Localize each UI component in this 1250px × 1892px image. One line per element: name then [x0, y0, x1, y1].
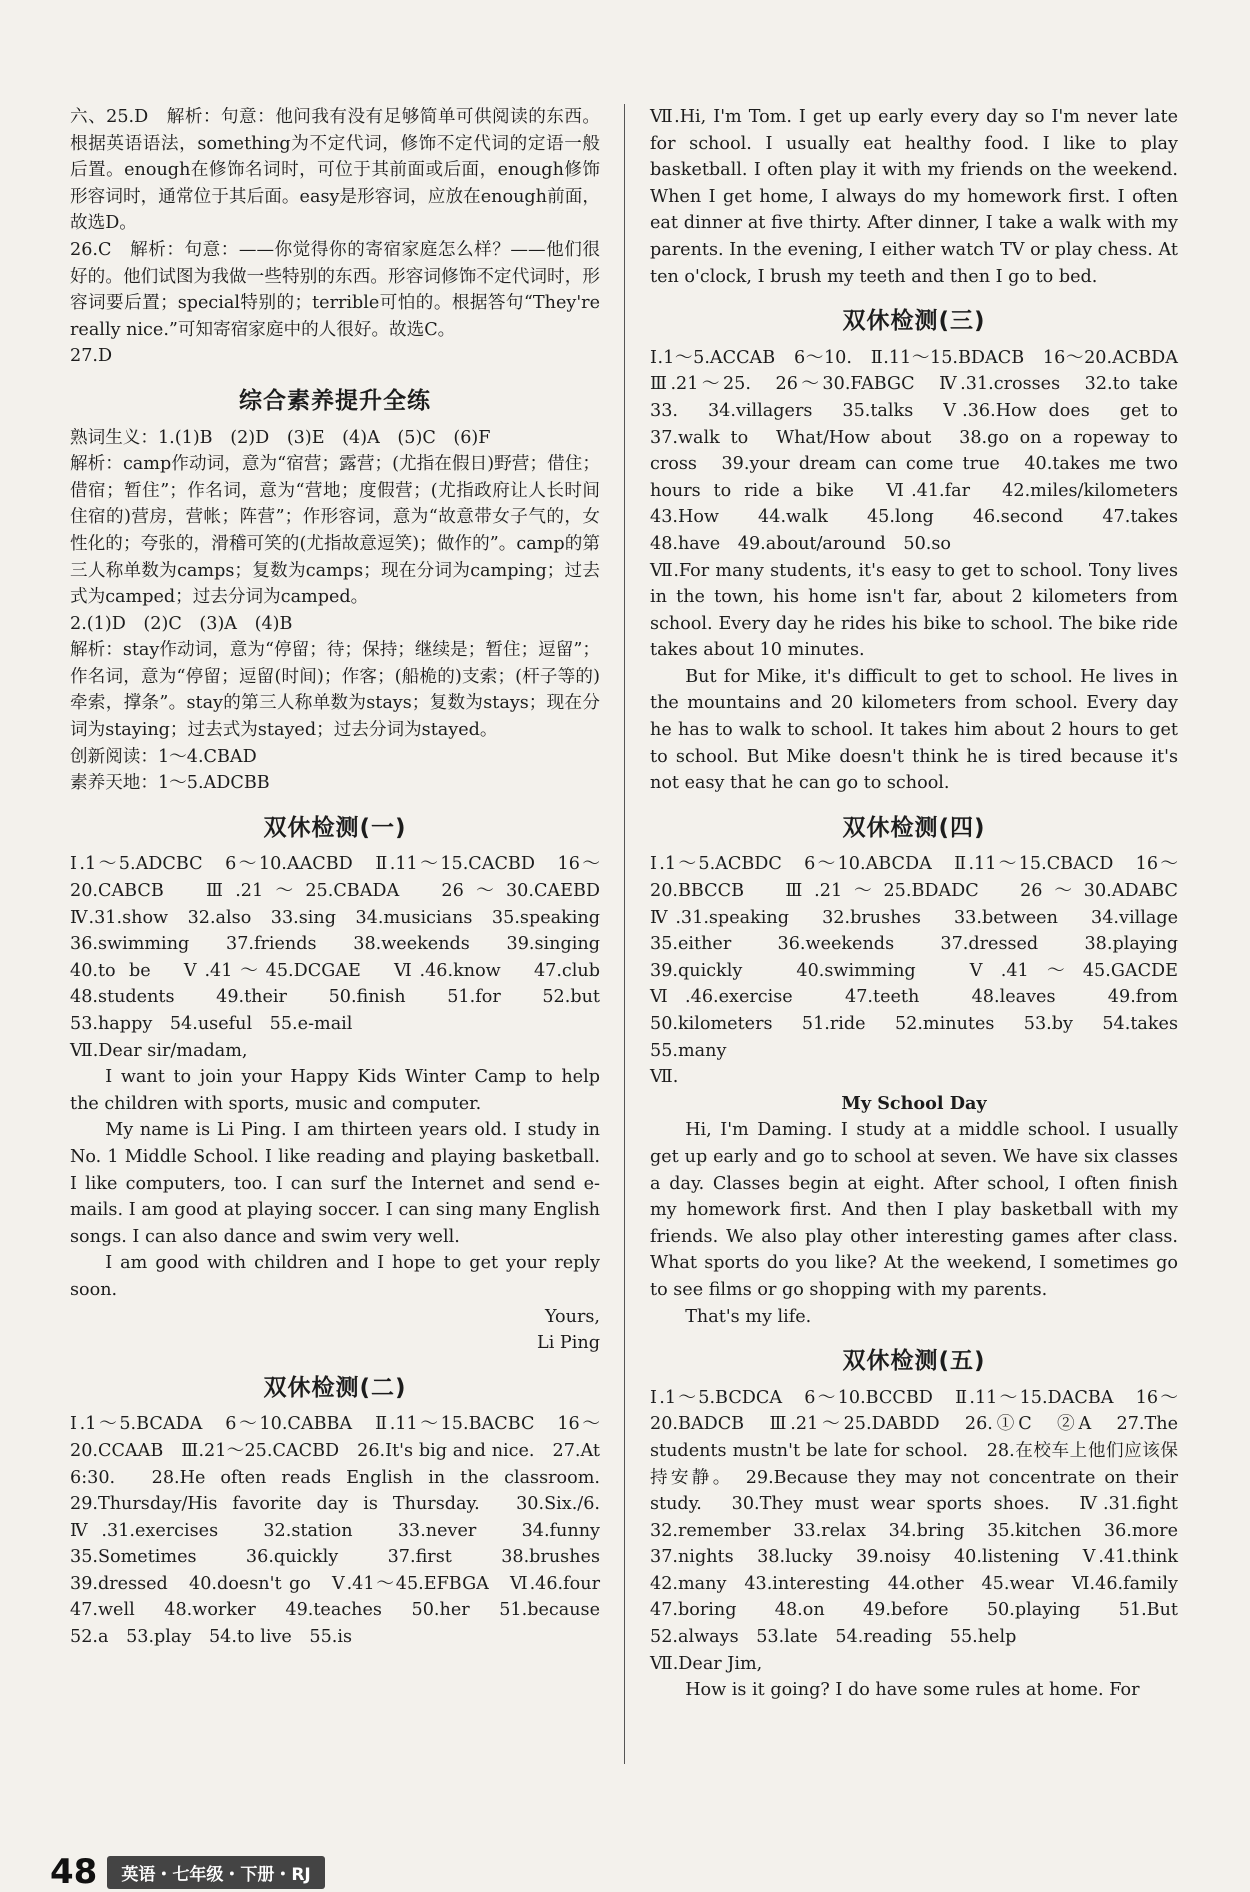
test-1-signature: Li Ping [537, 1333, 600, 1354]
test-4-essay-p2: That's my life. [685, 1306, 812, 1327]
test-5-answers: Ⅰ.1～5.BCDCA 6～10.BCCBD Ⅱ.11～15.DACBA 16～20.BADCB Ⅲ.21～25.DABDD 26.①C ②A 27.The students mustn't be late for school. 28.在校车上他们应该保持安静。 29.Because they may not concentrate on their study. 30.They must wear sports shoes. Ⅳ.31.fight 32.remember 33.relax 34.bring 35.kitchen 36.more 37.nights 38.lucky 39.noisy 40.listening Ⅴ.41.think 42.many 43.interesting 44.other 45.wear Ⅵ.46.family 47.boring 48.on 49.before 50.playing 51.But 52.always 53.late 54.reading 55.help [650, 1387, 1196, 1648]
section-title-test-1: 双休检测(一) [263, 814, 407, 841]
zh-line-1: 熟词生义：1.(1)B (2)D (3)E (4)A (5)C (6)F [70, 427, 491, 448]
page-footer [50, 1852, 325, 1892]
section-title-test-3: 双休检测(三) [842, 308, 986, 335]
test-5-letter-p1: How is it going? I do have some rules at home. For [685, 1680, 1140, 1701]
zh-line-5: 创新阅读：1～4.CBAD [70, 746, 257, 767]
test-1-closing: Yours, [544, 1306, 600, 1327]
test-5-salutation: Ⅶ.Dear Jim, [650, 1653, 763, 1674]
test-1-letter-p3: I am good with children and I hope to get your reply soon. [70, 1253, 606, 1300]
test-1-salutation: Ⅶ.Dear sir/madam, [70, 1040, 248, 1061]
subject-label: 英语・七年级・下册・RJ [107, 1856, 324, 1889]
test-1-letter-p1: I want to join your Happy Kids Winter Camp to help the children with sports, music and computer. [70, 1067, 606, 1114]
test-4-answers: Ⅰ.1～5.ACBDC 6～10.ABCDA Ⅱ.11～15.CBACD 16～20.BBCCB Ⅲ.21～25.BDADC 26～30.ADABC Ⅳ.31.speaking 32.brushes 33.between 34.village 35.either 36.weekends 37.dressed 38.playing 39.quickly 40.swimming Ⅴ.41～45.GACDE Ⅵ.46.exercise 47.teeth 48.leaves 49.from 50.kilometers 51.ride 52.minutes 53.by 54.takes 55.many [650, 854, 1196, 1061]
left-column [70, 104, 618, 1651]
test-3-answers: Ⅰ.1～5.ACCAB 6～10. Ⅱ.11～15.BDACB 16～20.ACBDA Ⅲ.21～25. 26～30.FABGC Ⅳ.31.crosses 32.to take 33. 34.villagers 35.talks Ⅴ.36.How does get to 37.walk to What/How about 38.go on a ropeway to cross 39.your dream can come true 40.takes me two hours to ride a bike Ⅵ.41.far 42.miles/kilometers 43.How 44.walk 45.long 46.second 47.takes 48.have 49.about/around 50.so [650, 347, 1196, 554]
right-column [650, 104, 1196, 1704]
test-4-essay-label: Ⅶ. [650, 1067, 679, 1088]
test-1-answers: Ⅰ.1～5.ADCBC 6～10.AACBD Ⅱ.11～15.CACBD 16～20.CABCB Ⅲ.21～25.CBADA 26～30.CAEBD Ⅳ.31.show 32.also 33.sing 34.musicians 35.speaking 36.swimming 37.friends 38.weekends 39.singing 40.to be Ⅴ.41～45.DCGAE Ⅵ.46.know 47.club 48.students 49.their 50.finish 51.for 52.but 53.happy 54.useful 55.e-mail [70, 854, 618, 1034]
zh-line-6: 素养天地：1～5.ADCBB [70, 773, 270, 794]
column-divider [624, 104, 625, 1764]
section-title-test-4: 双休检测(四) [842, 814, 986, 841]
page-number: 48 [50, 1852, 98, 1892]
test-4-essay-p1: Hi, I'm Daming. I study at a middle school. I usually get up early and go to school at seven. We have six classes a day. Classes begin at eight. After school, I often finish my homework first. And then I play basketball with my friends. We also play other interesting games after class. What sports do you like? At the weekend, I sometimes go to see films or go shopping with my parents. [650, 1120, 1184, 1300]
zh-line-4: 解析：stay作动词，意为“停留；待；保持；继续是；暂住；逗留”；作名词，意为“停留；逗留(时间)；作客；(船桅的)支索；(杆子等的)牵索，撑条”。stay的第三人称单数为stays；复数为stays；现在分词为staying；过去式为stayed；过去分词为stayed。 [70, 640, 600, 741]
test-3-essay-p1: Ⅶ.For many students, it's easy to get to school. Tony lives in the town, his home isn't far, about 2 kilometers from school. Every day he rides his bike to school. The bike ride takes about 10 minutes. [650, 560, 1184, 661]
zh-line-2: 解析：camp作动词，意为“宿营；露营；(尤指在假日)野营；借住；借宿；暂住”；作名词，意为“营地；度假营；(尤指政府让人长时间住宿的)营房，营帐；阵营”；作形容词，意为“故意带女子气的，女性化的；夸张的，滑稽可笑的(尤指故意逗笑)；做作的”。camp的第三人称单数为camps；复数为camps；现在分词为camping；过去式为camped；过去分词为camped。 [70, 454, 600, 608]
test-3-essay-p2: But for Mike, it's difficult to get to school. He lives in the mountains and 20 kilometers from school. Every day he has to walk to school. It takes him about 2 hours to get to school. But Mike doesn't think he is tired because it's not easy that he can go to school. [650, 666, 1184, 794]
answer-27: 27.D [70, 346, 113, 367]
test-2-answers: Ⅰ.1～5.BCADA 6～10.CABBA Ⅱ.11～15.BACBC 16～20.CCAAB Ⅲ.21～25.CACBD 26.It's big and nice. 27.At 6:30. 28.He often reads English in the classroom. 29.Thursday/His favorite day is Thursday. 30.Six./6. Ⅳ.31.exercises 32.station 33.never 34.funny 35.Sometimes 36.quickly 37.first 38.brushes 39.dressed 40.doesn't go Ⅴ.41～45.EFBGA Ⅵ.46.four 47.well 48.worker 49.teaches 50.her 51.because 52.a 53.play 54.to live 55.is [70, 1414, 618, 1648]
section-title-zonghe: 综合素养提升全练 [239, 387, 431, 414]
test-1-letter-p2: My name is Li Ping. I am thirteen years old. I study in No. 1 Middle School. I like reading and playing basketball. I like computers, too. I can surf the Internet and send e-mails. I am good at playing soccer. I can sing many English songs. I can also dance and swim very well. [70, 1120, 606, 1247]
answer-26: 26.C 解析：句意：——你觉得你的寄宿家庭怎么样？——他们很好的。他们试图为我做一些特别的东西。形容词修饰不定代词时，形容词要后置；special特别的；terrible可怕的。根据答句“They're really nice.”可知寄宿家庭中的人很好。故选C。 [70, 239, 606, 340]
section-title-test-5: 双休检测(五) [842, 1348, 986, 1375]
answer-25: 六、25.D 解析：句意：他问我有没有足够简单可供阅读的东西。根据英语语法，something为不定代词，修饰不定代词的定语一般后置。enough在修饰名词时，可位于其前面或后面，enough修饰形容词时，通常位于其后面。easy是形容词，应放在enough前面，故选D。 [70, 107, 600, 234]
test-4-essay-title: My School Day [841, 1092, 987, 1114]
zh-line-3: 2.(1)D (2)C (3)A (4)B [70, 613, 293, 634]
section-title-test-2: 双休检测(二) [263, 1374, 407, 1401]
test-2-essay: Ⅶ.Hi, I'm Tom. I get up early every day so I'm never late for school. I usually eat healthy food. I like to play basketball. I often play it with my friends on the weekend. When I get home, I always do my homework first. I often eat dinner at five thirty. After dinner, I take a walk with my parents. In the evening, I either watch TV or play chess. At ten o'clock, I brush my teeth and then I go to bed. [650, 107, 1184, 287]
